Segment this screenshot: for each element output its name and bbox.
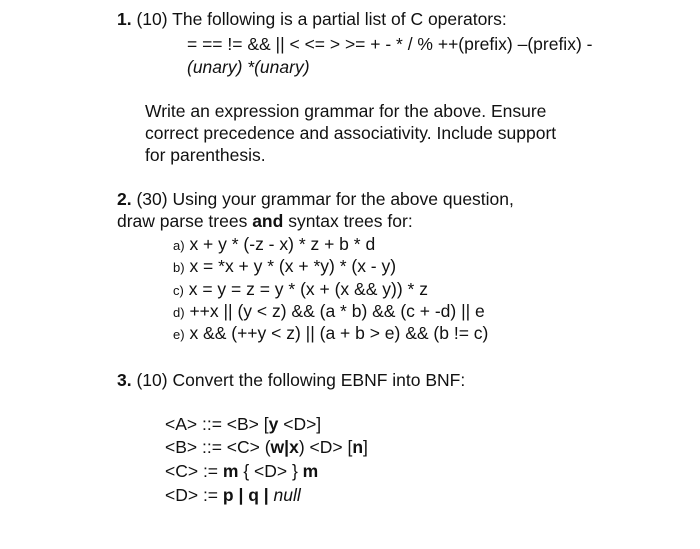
q1-operators-line2: (unary) *(unary) xyxy=(187,57,310,77)
q1-operators-line1: = == != && || < <= > >= + - * / % ++(prefix) –(prefix) - xyxy=(187,34,593,54)
item-expression: x + y * (-z - x) * z + b * d xyxy=(189,234,376,254)
item-label: e) xyxy=(173,327,185,342)
q1-header-line xyxy=(117,8,507,30)
rule-terminal: w xyxy=(270,437,285,457)
ebnf-rule-b xyxy=(165,436,368,458)
q1-instruction-line: Write an expression grammar for the above. Ensure xyxy=(145,101,547,121)
rule-terminal: y xyxy=(268,414,279,434)
rule-separator: | xyxy=(258,485,274,505)
item-label: b) xyxy=(173,260,185,275)
rule-terminal: m xyxy=(222,461,239,481)
q1-instruction-line: correct precedence and associativity. Include support xyxy=(145,123,557,143)
q3-number: 3. xyxy=(117,370,132,390)
rule-text: { <D> } xyxy=(238,461,303,481)
rule-text: <C> := xyxy=(165,461,223,481)
rule-separator: | xyxy=(284,437,290,457)
rule-terminal: p xyxy=(222,485,234,505)
q1-number: 1. xyxy=(117,9,132,29)
q2-number: 2. xyxy=(117,189,132,209)
rule-text: <B> ::= <C> ( xyxy=(165,437,271,457)
rule-text: ] xyxy=(363,437,368,457)
rule-terminal: x xyxy=(289,437,299,457)
q3-header: (10) Convert the following EBNF into BNF: xyxy=(136,370,466,390)
q1-instruction-line: for parenthesis. xyxy=(145,145,266,165)
rule-text: <D> := xyxy=(165,485,223,505)
rule-text: ) <D> [ xyxy=(298,437,353,457)
q2-line2-pre: draw parse trees xyxy=(117,211,253,231)
q2-line2-and: and xyxy=(252,211,284,231)
q2-item-d xyxy=(173,300,485,324)
rule-text: <A> ::= <B> [ xyxy=(165,414,269,434)
item-expression: ++x || (y < z) && (a * b) && (c + -d) || e xyxy=(189,301,485,321)
rule-separator: | xyxy=(233,485,249,505)
rule-terminal: m xyxy=(302,461,319,481)
q2-item-c xyxy=(173,278,428,302)
q1-header: (10) The following is a partial list of C operators: xyxy=(136,9,507,29)
q2-line2-post: syntax trees for: xyxy=(283,211,413,231)
rule-terminal: q xyxy=(248,485,259,505)
item-expression: x = y = z = y * (x + (x && y)) * z xyxy=(188,279,428,299)
q2-item-b xyxy=(173,255,396,279)
ebnf-rule-a xyxy=(165,413,321,435)
q2-item-e xyxy=(173,322,488,346)
item-label: c) xyxy=(173,283,184,298)
item-label: a) xyxy=(173,238,185,253)
ebnf-rule-d xyxy=(165,484,301,506)
q3-header-line xyxy=(117,369,465,391)
q2-header-line xyxy=(117,188,514,210)
rule-terminal: n xyxy=(352,437,364,457)
rule-null: null xyxy=(273,485,301,505)
rule-text: <D>] xyxy=(278,414,322,434)
ebnf-rule-c xyxy=(165,460,318,482)
item-expression: x && (++y < z) || (a + b > e) && (b != c) xyxy=(189,323,489,343)
item-label: d) xyxy=(173,305,185,320)
q2-item-a xyxy=(173,233,375,257)
q2-instruction-line xyxy=(117,210,413,232)
q2-header: (30) Using your grammar for the above question, xyxy=(136,189,514,209)
item-expression: x = *x + y * (x + *y) * (x - y) xyxy=(189,256,397,276)
